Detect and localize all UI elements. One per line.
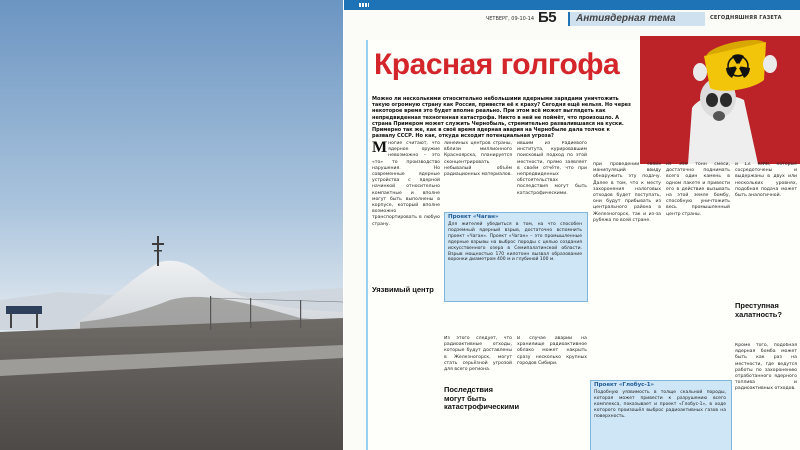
newspaper-page [344, 0, 800, 450]
subhead-negligence: Преступная халатность? [735, 301, 782, 319]
article-headline: Красная голгофа [374, 48, 620, 81]
article-column-6: и 13. ЮИВ, которые сосредоточены и выдержаны в двух или нескольких уровнях, подобная подача может быть аналогичной. [735, 162, 797, 199]
article-column-5: из 350 тонн смеси, достаточно поднимать всего один камень в одном пакете и привести его в действие вызывать на этой земле бомбу, способную уничтожить весь промышленный центр страны. [666, 162, 730, 217]
article-column-3-lower: В случае аварии на хранилище радиоактивное облако может накрыть сразу несколько крупных городов Сибири. [517, 336, 587, 366]
article-column-3: ившим из Радиевого института, курировавшим поисковый подход по этой местности, прямо заявляет в своём отчёте, что при непредвиденных обстоятельствах последствия могут быть катастрофическими. [517, 141, 587, 196]
subhead-vulnerable-center: Уязвимый центр [372, 285, 434, 294]
article-lead: Можно ли несколькими относительно небольшими ядерными зарядами уничтожить такую огромную страну как Россия, привести её к краху? Сегодня ещё нельзя. Но через некоторое время это будет вполне реально. При этом всё может выглядеть как непредвиденная техногенная катастрофа. Никто в ней не поймёт, что произошло. А страна Примером может служить Чернобыль, стремительно развалившаяся на куски. Примерно так же, как в своё время ядерная авария на Чернобыле дала толчок к развалу СССР. Но как, откуда исходит потенциальная угроза? [372, 96, 631, 140]
drop-cap: М [372, 141, 388, 156]
hill-with-cross-image [0, 0, 343, 450]
column-1-text: ногие считают, что ядерное оружие невозможно – это «то» то производство нарушения. Но современные ядерные устройства с ядерной начинкой относительно компактные и вполне могут быть выполнены в корпусе, который вполне возможно транспортировать в любую страну. [372, 141, 440, 227]
article-column-2-lower: Из этого следует, что радиоактивные отходы, которые будут доставлены в Железногорск, могут стать серьёзной угрозой для всего региона. [444, 336, 512, 373]
radiation-barrel-photo [640, 36, 800, 164]
issue-date: ЧЕТВЕРГ, 09-10-14 [485, 16, 534, 22]
project-globus-text: Подобную уязвимость в толще скальной породы, которая может привести к разрушению всего комплекса, показывает и проект «Глобус-1», в ходе которого произошёл выброс радиоактивных газов на поверхность. [594, 390, 726, 419]
article-column-1 [372, 141, 440, 450]
project-globus-title: Проект «Глобус-1» [594, 382, 655, 388]
top-color-bar [344, 0, 800, 10]
project-chagan-title: Проект «Чаган» [448, 214, 499, 220]
landscape-photo [0, 0, 343, 450]
bar-dots-icon [359, 3, 369, 7]
article-column-6-lower: Кроме того, подобная ядерная бомба может быть как раз на местности, где ведутся работы по захоронению отработанного ядерного топлива и радиоактивных отходов. [735, 343, 797, 392]
page-number: Б5 [538, 9, 557, 26]
project-chagan-text: Для жителей убедиться в том, на что способен подземный ядерный взрыв, достаточно вспомнить проект «Чаган». Проект «Чаган» – это промышленные ядерные взрывы на выброс породы с целью создания искусственного озера в Семипалатинской области. Взрыв мощностью 170 килотонн вызвал образование воронки диаметром 400 м и глубиной 100 м. [448, 222, 582, 263]
article-column-4: при проведении своих манипуляций ввиду обнаружить эту подачу. Далее в том, что к месту захоронения налоговых отходов будет поступать, они будут прибывать из центрального района в Железногорск, так и из-за рубежа по всей стране. [593, 162, 661, 223]
subhead-consequences: Последствия могут быть катастрофическими [444, 385, 520, 411]
newspaper-name: СЕГОДНЯШНЯЯ ГАЗЕТА [710, 15, 782, 21]
section-name: Антиядерная тема [576, 13, 676, 24]
article-column-2: линейных центров страны, вблизи миллионного Красноярска, планируется сконцентрировать небывалый объём радиационных материалов. [444, 141, 512, 178]
